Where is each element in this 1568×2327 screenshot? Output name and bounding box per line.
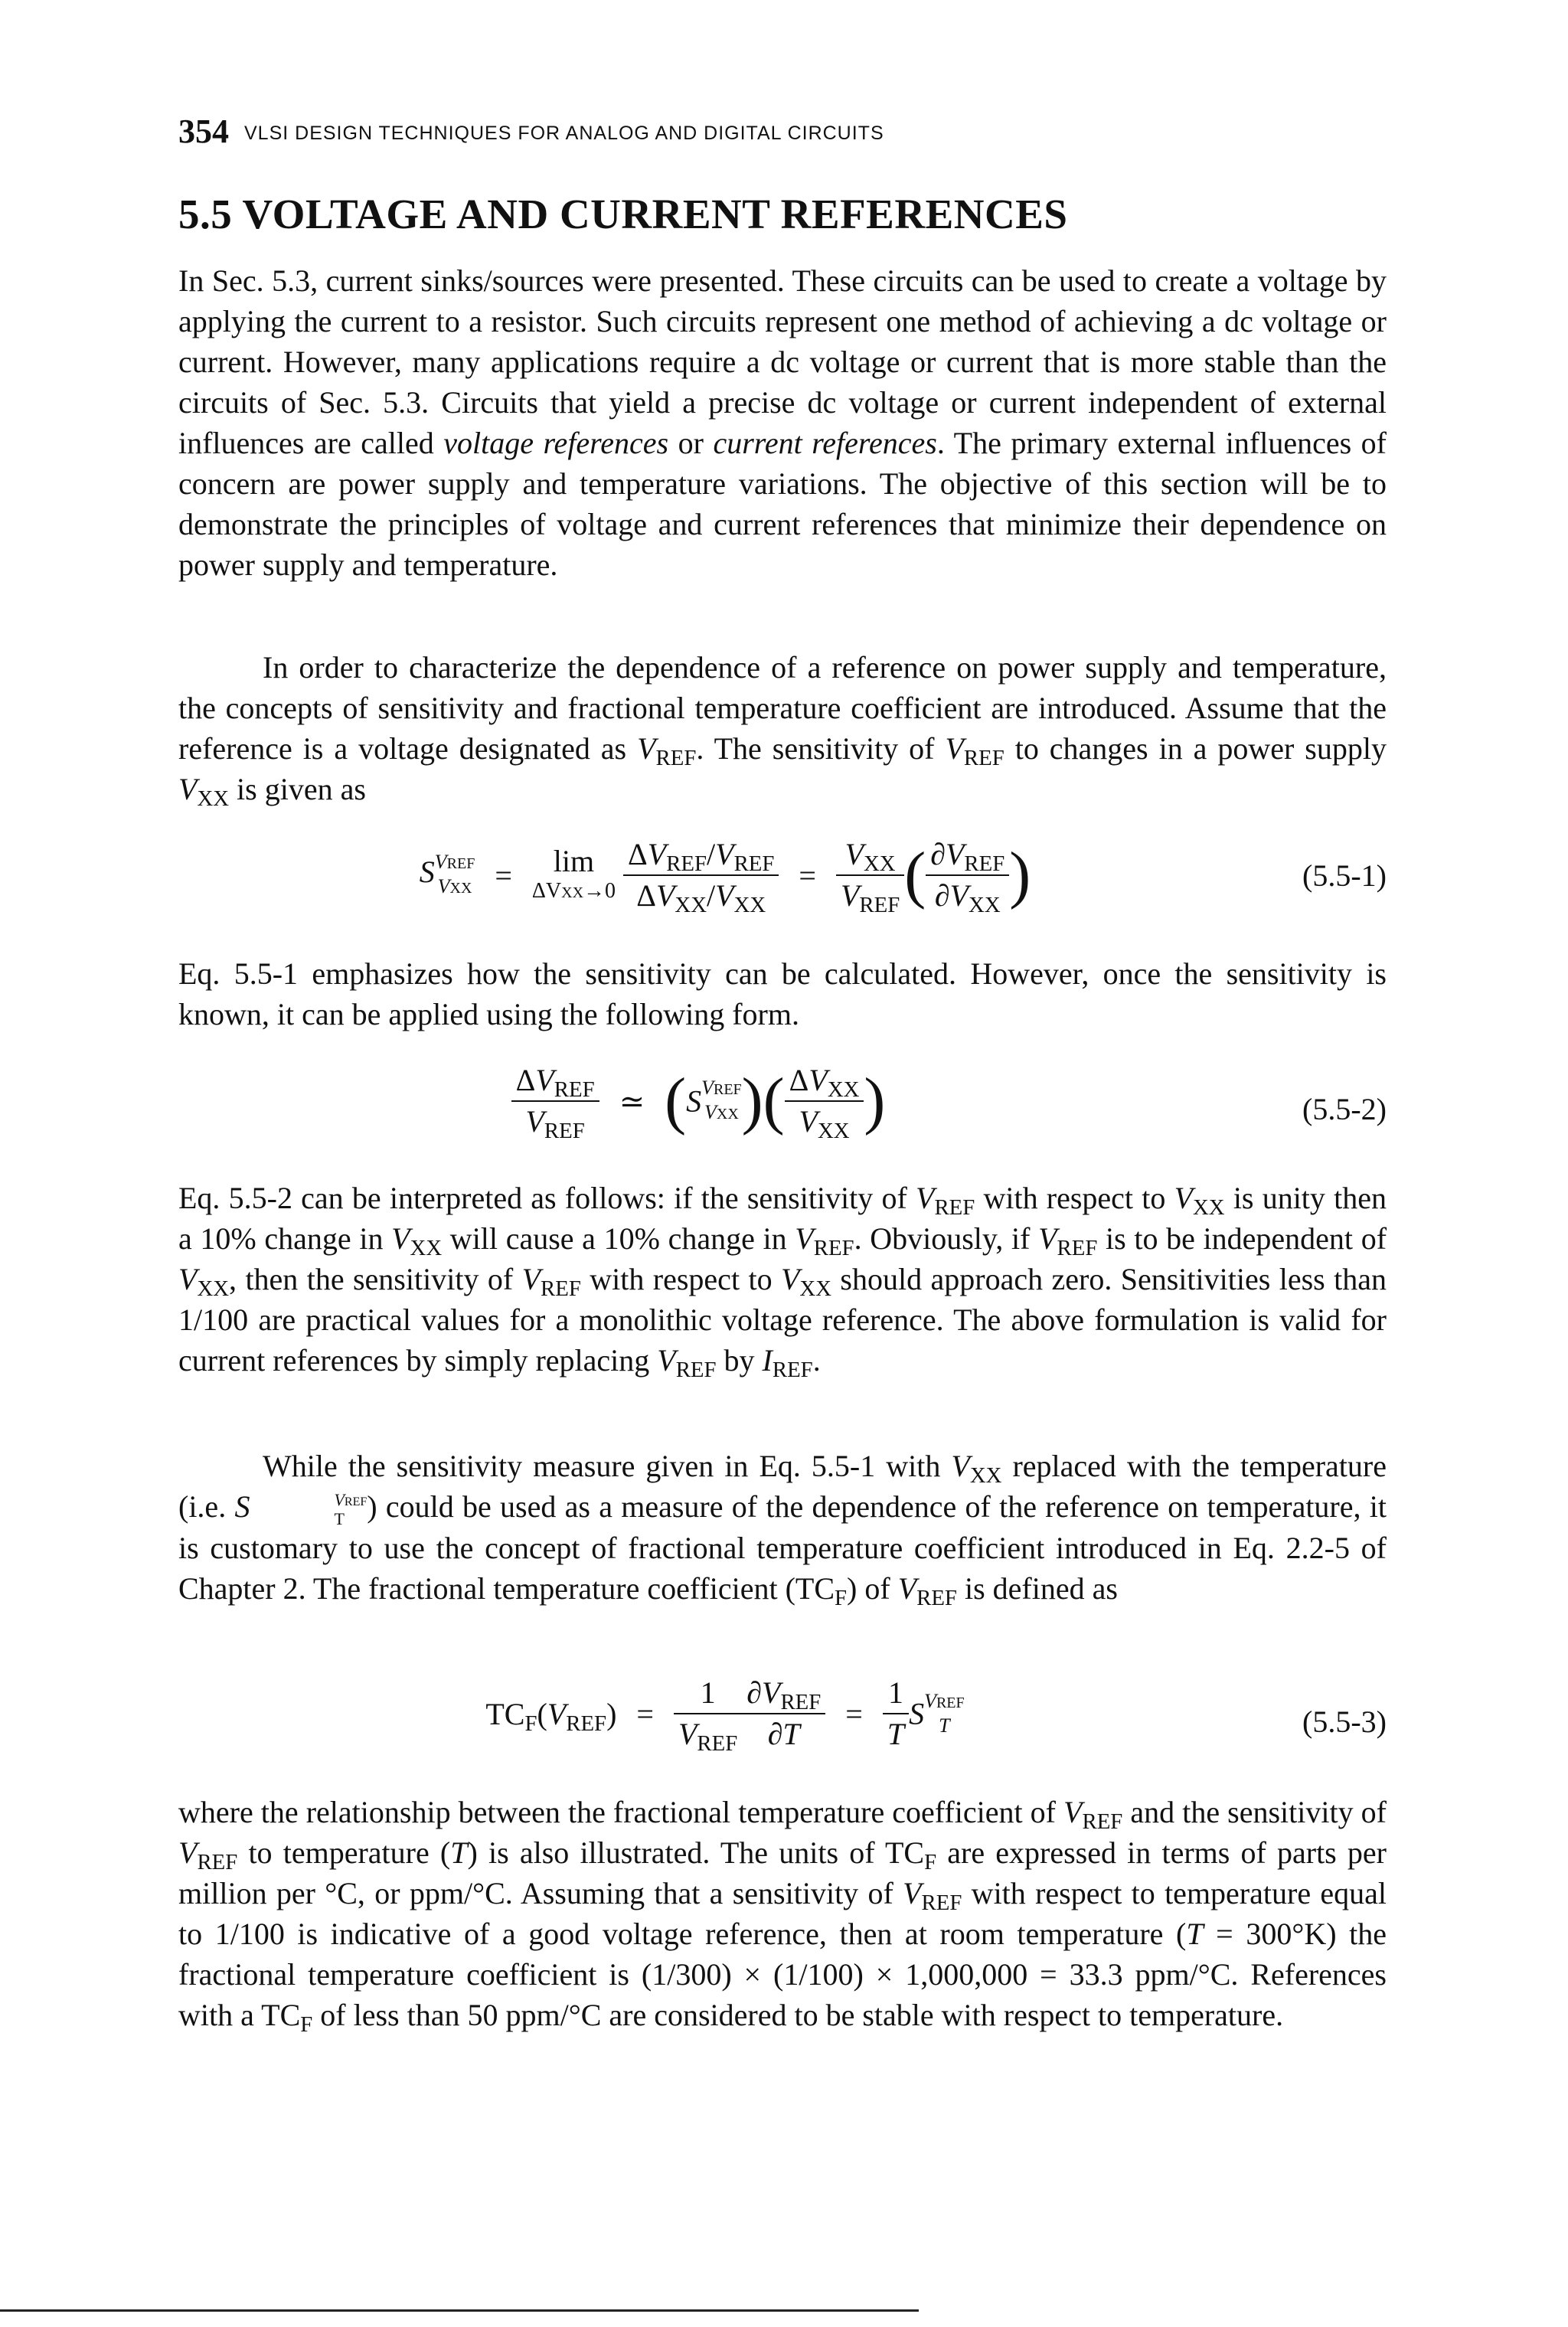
paragraph-interpretation: Eq. 5.5-2 can be interpreted as follows: if the sensitivity of $V_{REF}$ with respect to $V_{XX}$ is unity then a 10% change in $V_{XX}$ will cause a 10% change in $V_{REF}$. Obviously, if $V_{REF}$ is to be independent of $V_{XX}$, then the sensitivity of $V_{REF}$ with respect to $V_{XX}$ should approach zero. Sensitivities less than 1/100 are practical values for a monolithic voltage reference. The above formulation is valid for current references by simply replacing $V_{REF}$ by $I_{REF}$. (178, 1181, 1387, 1383)
running-head (178, 112, 884, 150)
equation-number: (5.5-1) (1302, 858, 1387, 893)
page-number: 354 (178, 113, 229, 150)
paragraph-temperature: While the sensitivity measure given in Eq. 5.5-1 with $V_{XX}$ replaced with the temperature (i.e. S VREF T ) could be used as a measure of the dependence of the reference on temperature, it is customary to use the concept of fractional temperature coefficient introduced in Eq. 2.2-5 of Chapter 2. The fractional temperature coefficient $(TC_F)$ of $V_{REF}$ is defined as (178, 1449, 1387, 1611)
equation-number: (5.5-3) (1302, 1704, 1387, 1739)
paragraph-sensitivity: In order to characterize the dependence of a reference on power supply and temperature, the concepts of sensitivity and fractional temperature coefficient are introduced. Assume that the reference is a voltage designated as $V_{REF}$. The sensitivity of $V_{REF}$ to changes in a power supply $V_{XX}$ is given as (178, 650, 1387, 812)
equation-number: (5.5-2) (1302, 1092, 1387, 1126)
scan-edge-line (0, 2309, 919, 2312)
equation-5-5-1: S VREF VXX = lim ΔVXX→0 $\frac{\Delta V_{REF}/V_{REF}}{\Delta V_{XX}/V_{XX}}$ = $\frac{V_{XX}}{V_{REF}}$ ( $\frac{\partial V_{REF}}{\partial V_{XX}}$ ) (5.5-1) (178, 835, 1387, 927)
paragraph-ppm: where the relationship between the fractional temperature coefficient of $V_{REF}$ and the sensitivity of $V_{REF}$ to temperature (T) is also illustrated. The units of $TC_F$ are expressed in terms of parts per million per °C, or ppm/°C. Assuming that a sensitivity of $V_{REF}$ with respect to temperature equal to 1/100 is indicative of a good voltage reference, then at room temperature (T = 300°K) the fractional temperature coefficient is (1/300) × (1/100) × 1,000,000 = 33.3 ppm/°C. References with a $TC_F$ of less than 50 ppm/°C are considered to be stable with respect to temperature. (178, 1795, 1387, 2038)
book-title: VLSI DESIGN TECHNIQUES FOR ANALOG AND DIGITAL CIRCUITS (244, 123, 884, 144)
section-heading: 5.5 VOLTAGE AND CURRENT REFERENCES (178, 191, 1068, 237)
paragraph-apply: Eq. 5.5-1 emphasizes how the sensitivity can be calculated. However, once the sensitivity is known, it can be applied using the following form. (178, 956, 1387, 1031)
equation-5-5-2: $\frac{\Delta V_{REF}}{V_{REF}}$ ≃ (S VREF VXX )( $\frac{\Delta V_{XX}}{V_{XX}}$ ) (5.5-2) (178, 1061, 1387, 1160)
equation-5-5-3: $TC_F(V_{REF})$ = $\frac{1}{V_{REF}}$ $\frac{\partial V_{REF}}{\partial T}$ = $\frac{1}{T}$ S VREF T (5.5-3) (178, 1673, 1387, 1773)
paragraph-intro: In Sec. 5.3, current sinks/sources were presented. These circuits can be used to create a voltage by applying the current to a resistor. Such circuits represent one method of achieving a dc voltage or current. However, many applications require a dc voltage or current that is more stable than the circuits of Sec. 5.3. Circuits that yield a precise dc voltage or current independent of external influences are called voltage references or current references. The primary external influences of concern are power supply and temperature variations. The objective of this section will be to demonstrate the principles of voltage and current references that minimize their dependence on power supply and temperature. (178, 263, 1387, 582)
